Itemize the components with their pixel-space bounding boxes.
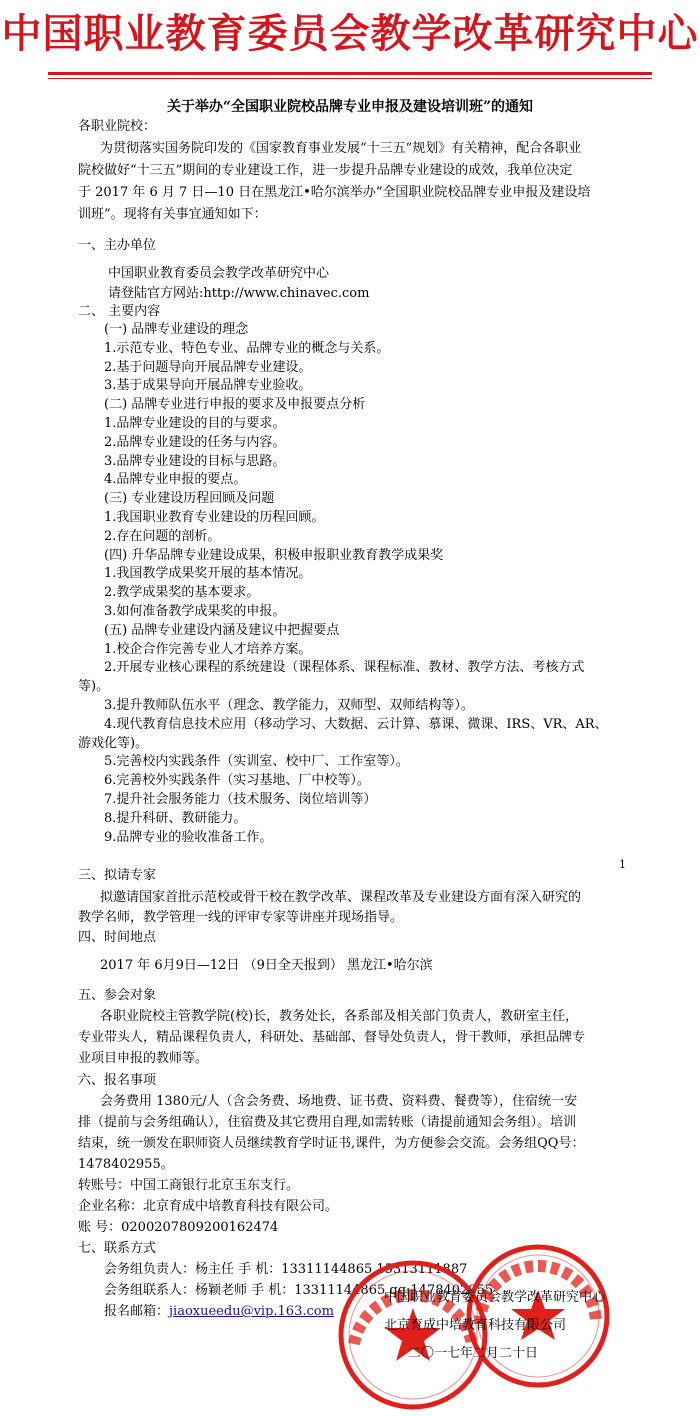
content-list-item: 2.存在问题的剖析。 bbox=[104, 528, 221, 544]
signature-org-2: 北京育成中培教育科技有限公司 bbox=[384, 1318, 567, 1333]
content-list-item: 4.现代教育信息技术应用（移动学习、大数据、云计算、慕课、微课、IRS、VR、AR、 bbox=[104, 716, 608, 732]
content-list-item: 5.完善校内实践条件（实训室、校中厂、工作室等）。 bbox=[104, 754, 409, 770]
contact-line: 会务组负责人：杨主任 手 机：13311144865 15313111887 bbox=[104, 1262, 468, 1277]
section-heading: 三、拟请专家 bbox=[78, 868, 157, 883]
content-list-item: 2.基于问题导向开展品牌专业建设。 bbox=[104, 359, 312, 375]
section-heading: 一、主办单位 bbox=[78, 238, 157, 253]
body-line: 各职业院校主管教学院(校)长，教务处长，各系部及相关部门负责人，教研室主任， bbox=[100, 1009, 579, 1024]
content-list-item: 3.提升教师队伍水平（理念、教学能力，双师型、双师结构等）。 bbox=[104, 698, 474, 713]
content-list-item: 1.我国职业教育专业建设的历程回顾。 bbox=[104, 510, 325, 525]
content-list-item: (三) 专业建设历程回顾及问题 bbox=[104, 491, 275, 507]
letterhead-rule-thin bbox=[48, 78, 652, 79]
content-list-item: 6.完善校外实践条件（实习基地、厂中校等）。 bbox=[104, 773, 370, 789]
body-line: 结束，统一颁发在职师资人员继续教育学时证书,课件，为方便参会交流。会务组QQ号： bbox=[78, 1136, 585, 1151]
intro-line: 为贯彻落实国务院印发的《国家教育事业发展“十三五”规划》有关精神，配合各职业 bbox=[100, 141, 582, 156]
bank-account-info: 转账号：中国工商银行北京玉东支行。 bbox=[78, 1178, 300, 1193]
content-list-item: 1.品牌专业建设的目的与要求。 bbox=[104, 416, 286, 431]
organizer-name: 中国职业教育委员会教学改革研究中心 bbox=[108, 266, 330, 281]
email-row bbox=[104, 1302, 334, 1322]
content-list-item: 游戏化等)。 bbox=[78, 735, 149, 751]
content-list-item: 3.品牌专业建设的目标与思路。 bbox=[104, 453, 286, 469]
official-website: 请登陆官方网站:http://www.chinavec.com bbox=[108, 286, 370, 301]
body-line: 业项目申报的教师等。 bbox=[78, 1051, 209, 1066]
contact-line: 会务组联系人：杨颖老师 手 机：13311144865 qq:1478402955 bbox=[104, 1283, 494, 1298]
body-line: 专业带头人，精品课程负责人，科研处、基础部、督导处负责人，骨干教师，承担品牌专 bbox=[78, 1030, 586, 1045]
content-list-item: 9.品牌专业的验收准备工作。 bbox=[104, 829, 273, 845]
content-list-item: 4.品牌专业申报的要点。 bbox=[104, 472, 247, 488]
section-heading: 七、联系方式 bbox=[78, 1241, 157, 1256]
section-heading: 二、 主要内容 bbox=[78, 304, 161, 319]
content-list-item: 3.如何准备教学成果奖的申报。 bbox=[104, 604, 286, 619]
section-heading: 六、报名事项 bbox=[78, 1073, 157, 1088]
intro-line: 于 2017 年 6 月 7 日—10 日在黑龙江•哈尔滨举办“全国职业院校品牌专业申报及建设培 bbox=[78, 185, 591, 200]
content-list-item: (一) 品牌专业建设的理念 bbox=[104, 322, 249, 337]
document-title: 关于举办“全国职业院校品牌专业申报及建设培训班”的通知 bbox=[166, 99, 534, 115]
email-label: 报名邮箱： bbox=[104, 1304, 170, 1319]
email-link[interactable]: jiaoxueedu@vip.163.com bbox=[169, 1304, 334, 1319]
intro-line: 训班”。现将有关事宜通知如下： bbox=[78, 207, 267, 222]
section-heading: 四、时间地点 bbox=[78, 930, 157, 945]
body-line: 会务费用 1380元/人（含会务费、场地费、证书费、资料费、餐费等），住宿统一安 bbox=[100, 1094, 578, 1109]
body-line: 拟邀请国家首批示范校或骨干校在教学改革、课程改革及专业建设方面有深入研究的 bbox=[100, 890, 582, 905]
intro-line: 院校做好“十三五”期间的专业建设工作，进一步提升品牌专业建设的成效，我单位决定 bbox=[78, 163, 573, 178]
section-heading: 五、参会对象 bbox=[78, 988, 157, 1003]
page-number: 1 bbox=[619, 858, 626, 871]
content-list-item: 1.我国教学成果奖开展的基本情况。 bbox=[104, 566, 312, 582]
signature-date: 二〇一七年二月二十日 bbox=[408, 1346, 539, 1361]
letterhead-title: 中国职业教育委员会教学改革研究中心 bbox=[1, 11, 699, 57]
content-list-item: 2.开展专业核心课程的系统建设（课程体系、课程标准、教材、教学方法、考核方式 bbox=[104, 660, 585, 676]
content-list-item: 7.提升社会服务能力（技术服务、岗位培训等） bbox=[104, 792, 377, 807]
content-list-item: 8.提升科研、教研能力。 bbox=[104, 810, 247, 826]
content-list-item: (四) 升华品牌专业建设成果，积极申报职业教育教学成果奖 bbox=[104, 547, 444, 563]
body-line: 排（提前与会务组确认），住宿费及其它费用自理,如需转账（请提前通知会务组）。培训 bbox=[78, 1115, 577, 1130]
time-place: 2017 年 6月9日—12日 （9日全天报到） 黑龙江•哈尔滨 bbox=[100, 958, 433, 973]
greeting: 各职业院校： bbox=[78, 119, 157, 134]
content-list-item: 1.校企合作完善专业人才培养方案。 bbox=[104, 641, 312, 657]
company-name: 企业名称：北京育成中培教育科技有限公司。 bbox=[78, 1199, 339, 1214]
content-list-item: 1.示范专业、特色专业、品牌专业的概念与关系。 bbox=[104, 340, 390, 356]
content-list-item: (二) 品牌专业进行申报的要求及申报要点分析 bbox=[104, 397, 366, 413]
content-list-item: (五) 品牌专业建设内涵及建议中把握要点 bbox=[104, 622, 340, 638]
account-number: 账 号：0200207809200162474 bbox=[78, 1220, 279, 1235]
content-list-item: 3.基于成果导向开展品牌专业验收。 bbox=[104, 378, 312, 394]
signature-org-1: 中国职业教育委员会教学改革研究中心 bbox=[384, 1290, 606, 1305]
content-list-item: 2.教学成果奖的基本要求。 bbox=[104, 585, 260, 601]
body-line: 1478402955。 bbox=[78, 1157, 174, 1172]
body-line: 教学名师，教学管理一线的评审专家等讲座并现场指导。 bbox=[78, 910, 404, 925]
content-list-item: 2.品牌专业建设的任务与内容。 bbox=[104, 434, 286, 450]
content-list-item: 等)。 bbox=[78, 679, 110, 695]
letterhead-rule-thick bbox=[48, 72, 652, 75]
